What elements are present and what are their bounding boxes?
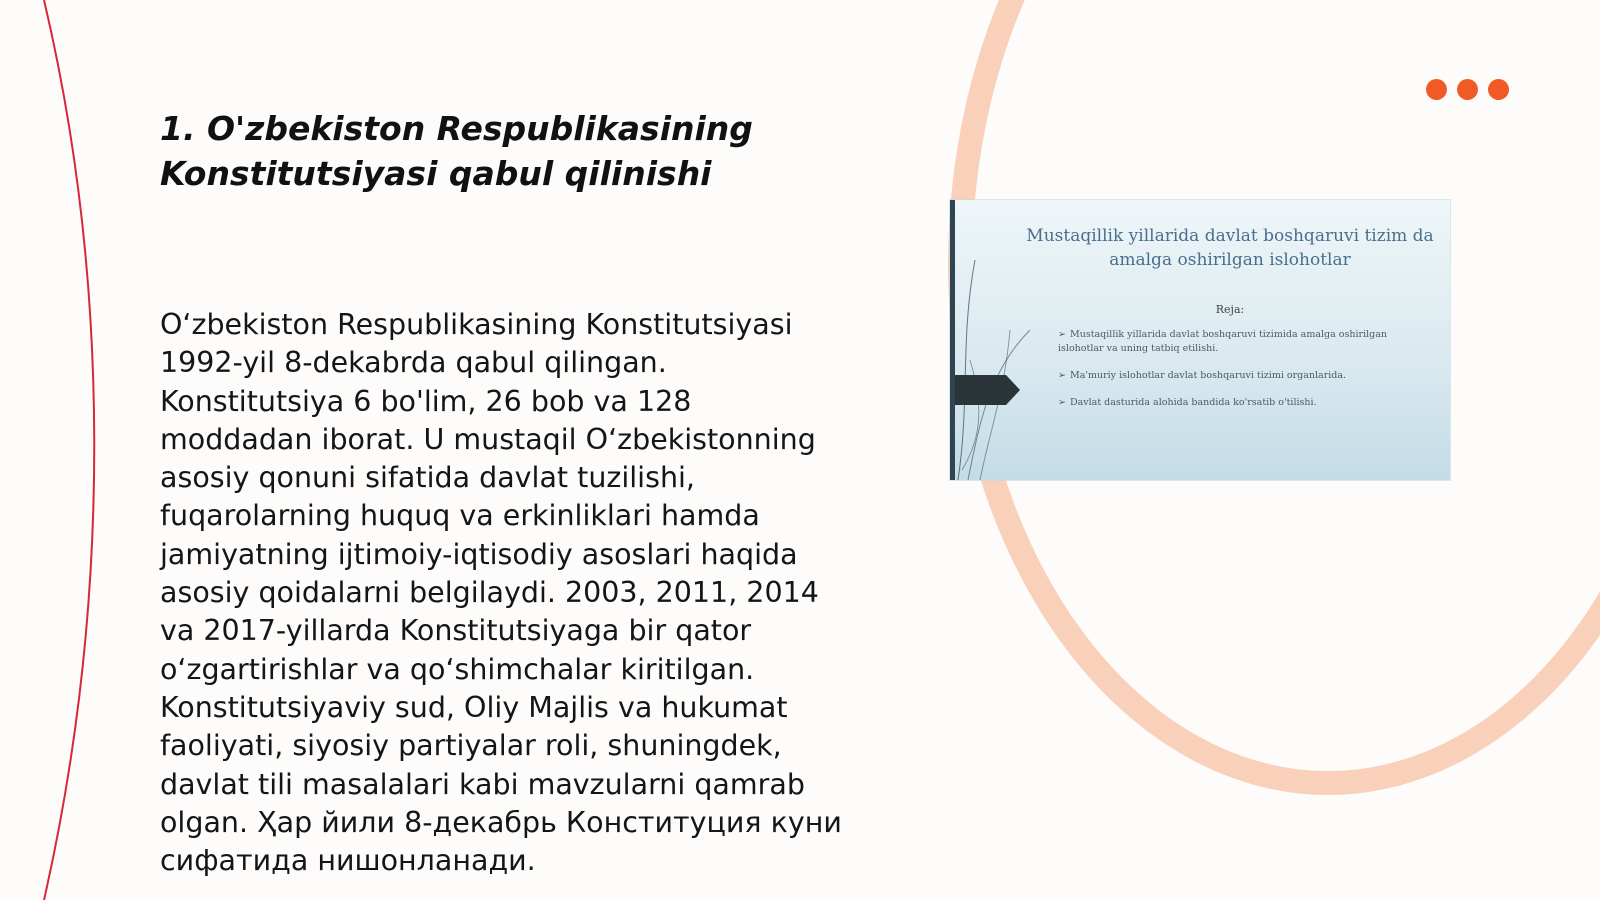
thumbnail-title: Mustaqillik yillarida davlat boshqaruvi tizim da amalga oshirilgan islohotlar — [1026, 226, 1434, 270]
list-item: ➢ Ma'muriy islohotlar davlat boshqaruvi tizimi organlarida. — [1058, 370, 1347, 381]
bullet-arrow-icon: ➢ — [1058, 397, 1066, 408]
slide-body-text: O‘zbekiston Respublikasining Konstitutsiyasi 1992-yil 8-dekabrda qabul qilingan. Konstitutsiya 6 bo'lim, 26 bob va 128 moddadan iborat. U mustaqil O‘zbekistonning asosiy qonuni sifatida davlat tuzilishi, fuqarolarning huquq va erkinliklari hamda jamiyatning ijtimoiy-iqtisodiy asoslari haqida asosiy qoidalarni belgilaydi. 2003, 2011, 2014 va 2017-yillarda Konstitutsiyaga bir qator o‘zgartirishlar va qo‘shimchalar kiritilgan. Konstitutsiyaviy sud, Oliy Majlis va hukumat faoliyati, siyosiy partiyalar roli, shuningdek, davlat tili masalalari kabi mavzularni qamrab olgan. Ҳар йили 8-декабрь Конституция куни сифатида нишонланади. — [160, 308, 842, 878]
list-item: ➢ Mustaqillik yillarida davlat boshqaruvi tizimida amalga oshirilgan islohotlar va uning tatbiq etilishi. — [1058, 329, 1388, 354]
dot-3 — [1488, 79, 1509, 100]
bullet-arrow-icon: ➢ — [1058, 370, 1066, 381]
slide-thumbnail-image — [950, 200, 1450, 480]
list-item: ➢ Davlat dasturida alohida bandida ko'rsatib o'tilishi. — [1058, 397, 1317, 408]
dot-2 — [1457, 79, 1478, 100]
more-dots-icon — [1426, 79, 1509, 100]
slide-title: 1. O'zbekiston Respublikasining Konstitutsiyasi qabul qilinishi — [160, 109, 753, 193]
left-decorative-curve — [0, 0, 120, 900]
thumbnail-list — [1058, 328, 1418, 423]
thumbnail-subtitle: Reja: — [1215, 303, 1245, 316]
dot-1 — [1426, 79, 1447, 100]
bullet-arrow-icon: ➢ — [1058, 329, 1066, 340]
